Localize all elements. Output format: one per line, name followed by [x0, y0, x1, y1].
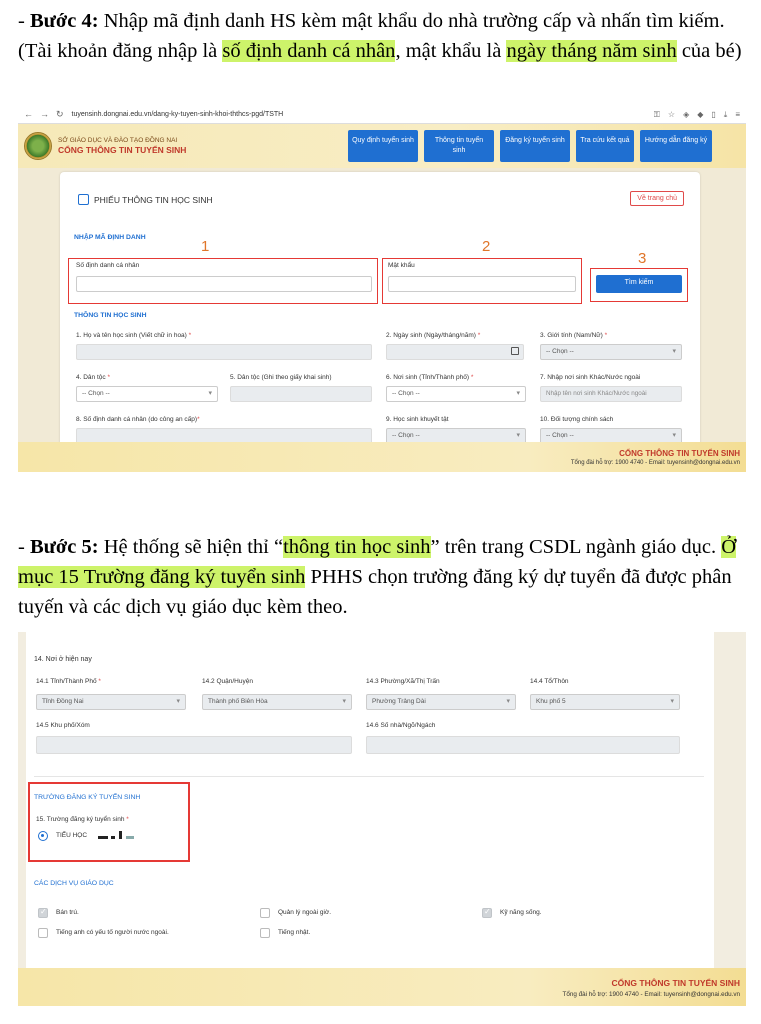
footer-title: CỔNG THÔNG TIN TUYỂN SINH [611, 978, 740, 988]
site-footer [18, 968, 746, 1006]
ward-select[interactable]: Phường Trảng Dài ▾ [366, 694, 516, 710]
checkbox-japanese[interactable] [260, 928, 270, 938]
label-birthplace: 6. Nơi sinh (Tỉnh/Thành phố) * [386, 374, 474, 381]
form-icon [78, 194, 89, 205]
hamlet-select[interactable]: Khu phố 5 ▾ [530, 694, 680, 710]
registration-card [26, 632, 714, 968]
step4-instruction: - Bước 4: Nhập mã định danh HS kèm mật khẩu do nhà trường cấp và nhấn tìm kiếm. (Tài khoản đăng nhập là số định danh cá nhân, mật khẩu là ngày tháng năm sinh của bé) [18, 10, 742, 62]
label-full-name: 1. Họ và tên học sinh (Viết chữ in hoa) * [76, 332, 192, 339]
section-school: TRƯỜNG ĐĂNG KÝ TUYỂN SINH [34, 794, 141, 801]
label-personal-id: 8. Số định danh cá nhân (do công an cấp)* [76, 416, 200, 423]
screenshot-school-registration [18, 632, 746, 1006]
neighborhood-input[interactable] [36, 736, 352, 754]
checkbox-after-hours[interactable] [260, 908, 270, 918]
gender-select[interactable]: -- Chọn -- ▾ [540, 344, 682, 360]
district-select[interactable]: Thành phố Biên Hòa ▾ [202, 694, 352, 710]
checkbox-life-skills[interactable] [482, 908, 492, 918]
extension-icon[interactable]: ◆ [697, 109, 704, 119]
highlight-section-15: Ở mục 15 Trường đăng ký tuyển sinh [18, 536, 737, 588]
redacted-mark [98, 836, 108, 839]
label-after-hours: Quản lý ngoài giờ. [278, 909, 332, 916]
house-number-input[interactable] [366, 736, 680, 754]
nav-huong-dan[interactable]: Hướng dẫn đăng ký [640, 130, 712, 162]
calendar-icon[interactable] [511, 347, 519, 355]
browser-toolbar [18, 106, 746, 124]
full-name-input[interactable] [76, 344, 372, 360]
province-select[interactable]: Tỉnh Đồng Nai ▾ [36, 694, 186, 710]
screenshot-login-form [18, 106, 746, 472]
menu-icon[interactable]: ≡ [735, 109, 740, 119]
school-radio[interactable] [38, 831, 48, 841]
section-id-entry: NHẬP MÃ ĐỊNH DANH [74, 234, 146, 241]
star-icon[interactable]: ☆ [667, 109, 676, 119]
disability-select[interactable]: -- Chọn -- ▾ [386, 428, 526, 444]
password-input[interactable] [388, 276, 576, 292]
highlight-birthdate: ngày tháng năm sinh [506, 40, 677, 62]
department-logo [24, 132, 52, 160]
search-button[interactable]: Tìm kiếm [596, 275, 682, 293]
portal-name: CỔNG THÔNG TIN TUYỂN SINH [58, 145, 187, 155]
nav-thong-tin[interactable]: Thông tin tuyển sinh [424, 130, 494, 162]
section-student-info: THÔNG TIN HỌC SINH [74, 312, 147, 319]
step4-label: Bước 4: [29, 10, 99, 32]
birthplace-select[interactable]: -- Chọn -- ▾ [386, 386, 526, 402]
nav-tra-cuu[interactable]: Tra cứu kết quả [576, 130, 634, 162]
label-boarding: Bán trú. [56, 909, 79, 916]
form-title: PHIẾU THÔNG TIN HỌC SINH [78, 194, 213, 205]
annotation-3: 3 [638, 250, 647, 267]
label-policy-group: 10. Đối tượng chính sách [540, 416, 614, 423]
footer-title: CỔNG THÔNG TIN TUYỂN SINH [619, 449, 740, 458]
label-ethnicity: 4. Dân tộc * [76, 374, 110, 381]
site-header [18, 124, 746, 168]
label-province: 14.1 Tỉnh/Thành Phố * [36, 678, 101, 685]
footer-contact: Tổng đài hỗ trợ: 1900 4740 - Email: tuyensinh@dongnai.edu.vn [570, 460, 740, 466]
highlight-id-number: số định danh cá nhân [222, 40, 396, 62]
student-form-card [60, 172, 700, 452]
site-footer [18, 442, 746, 472]
redacted-mark [111, 836, 115, 839]
checkbox-boarding[interactable] [38, 908, 48, 918]
label-disability: 9. Học sinh khuyết tật [386, 416, 449, 423]
label-house-number: 14.6 Số nhà/Ngõ/Ngách [366, 722, 436, 729]
annotation-1: 1 [201, 238, 210, 255]
label-japanese: Tiếng nhật. [278, 929, 311, 936]
policy-group-select[interactable]: -- Chọn -- ▾ [540, 428, 682, 444]
id-label: Số định danh cá nhân [76, 262, 140, 269]
redacted-mark [126, 836, 134, 839]
redacted-mark [119, 831, 122, 839]
label-birthdate: 2. Ngày sinh (Ngày/tháng/năm) * [386, 332, 481, 339]
nav-dang-ky[interactable]: Đăng ký tuyển sinh [500, 130, 570, 162]
birthdate-input[interactable] [386, 344, 524, 360]
address-bar[interactable]: tuyensinh.dongnai.edu.vn/dang-ky-tuyen-sinh-khoi-ththcs-pgd/TSTH [71, 111, 284, 118]
home-button[interactable]: Về trang chủ [630, 191, 684, 206]
birthplace-other-input[interactable]: Nhập tên nơi sinh Khác/Nước ngoài [540, 386, 682, 402]
top-navigation [348, 130, 712, 162]
step5-label: Bước 5: [29, 536, 99, 558]
label-ward: 14.3 Phường/Xã/Thị Trấn [366, 678, 440, 685]
label-ethnicity-birth-cert: 5. Dân tộc (Ghi theo giấy khai sinh) [230, 374, 332, 381]
section-services: CÁC DỊCH VỤ GIÁO DỤC [34, 880, 114, 887]
download-icon[interactable]: ⤓ [723, 109, 728, 119]
divider [34, 776, 704, 777]
ethnicity-select[interactable]: -- Chọn -- ▾ [76, 386, 218, 402]
ethnicity-birth-cert-input[interactable] [230, 386, 372, 402]
highlight-student-info: thông tin học sinh [283, 536, 431, 558]
reload-icon[interactable]: ↻ [56, 109, 64, 119]
label-life-skills: Kỹ năng sống. [500, 909, 542, 916]
back-icon[interactable]: ← [24, 109, 33, 119]
forward-icon[interactable]: → [40, 109, 49, 119]
label-hamlet: 14.4 Tổ/Thôn [530, 678, 569, 685]
label-school: 15. Trường đăng ký tuyển sinh * [36, 816, 129, 823]
checkbox-english[interactable] [38, 928, 48, 938]
step5-instruction: - Bước 5: Hệ thống sẽ hiện thỉ “thông tin học sinh” trên trang CSDL ngành giáo dục. Ở mục 15 Trường đăng ký tuyển sinh PHHS chọn trường đăng ký dự tuyển đã được phân tuyến và các dịch vụ giáo dục kèm theo. [18, 536, 737, 618]
label-english: Tiếng anh có yếu tố người nước ngoài. [56, 929, 169, 936]
shield-icon[interactable]: ◈ [683, 109, 690, 119]
sidebar-icon[interactable]: ▯ [711, 109, 716, 119]
label-neighborhood: 14.5 Khu phố/Xóm [36, 722, 90, 729]
label-district: 14.2 Quận/Huyện [202, 678, 253, 685]
label-birthplace-other: 7. Nhập nơi sinh Khác/Nước ngoài [540, 374, 641, 381]
school-option-label: TIỂU HỌC [56, 832, 88, 839]
section-residence: 14. Nơi ở hiện nay [34, 656, 92, 663]
key-icon[interactable]: ⚿ [653, 109, 660, 119]
id-number-input[interactable] [76, 276, 372, 292]
footer-contact: Tổng đài hỗ trợ: 1900 4740 - Email: tuyensinh@dongnai.edu.vn [562, 991, 740, 998]
password-label: Mật khẩu [388, 262, 415, 269]
nav-quy-dinh[interactable]: Quy định tuyển sinh [348, 130, 418, 162]
annotation-2: 2 [482, 238, 491, 255]
department-name: SỞ GIÁO DỤC VÀ ĐÀO TẠO ĐỒNG NAI [58, 137, 178, 144]
label-gender: 3. Giới tính (Nam/Nữ) * [540, 332, 608, 339]
